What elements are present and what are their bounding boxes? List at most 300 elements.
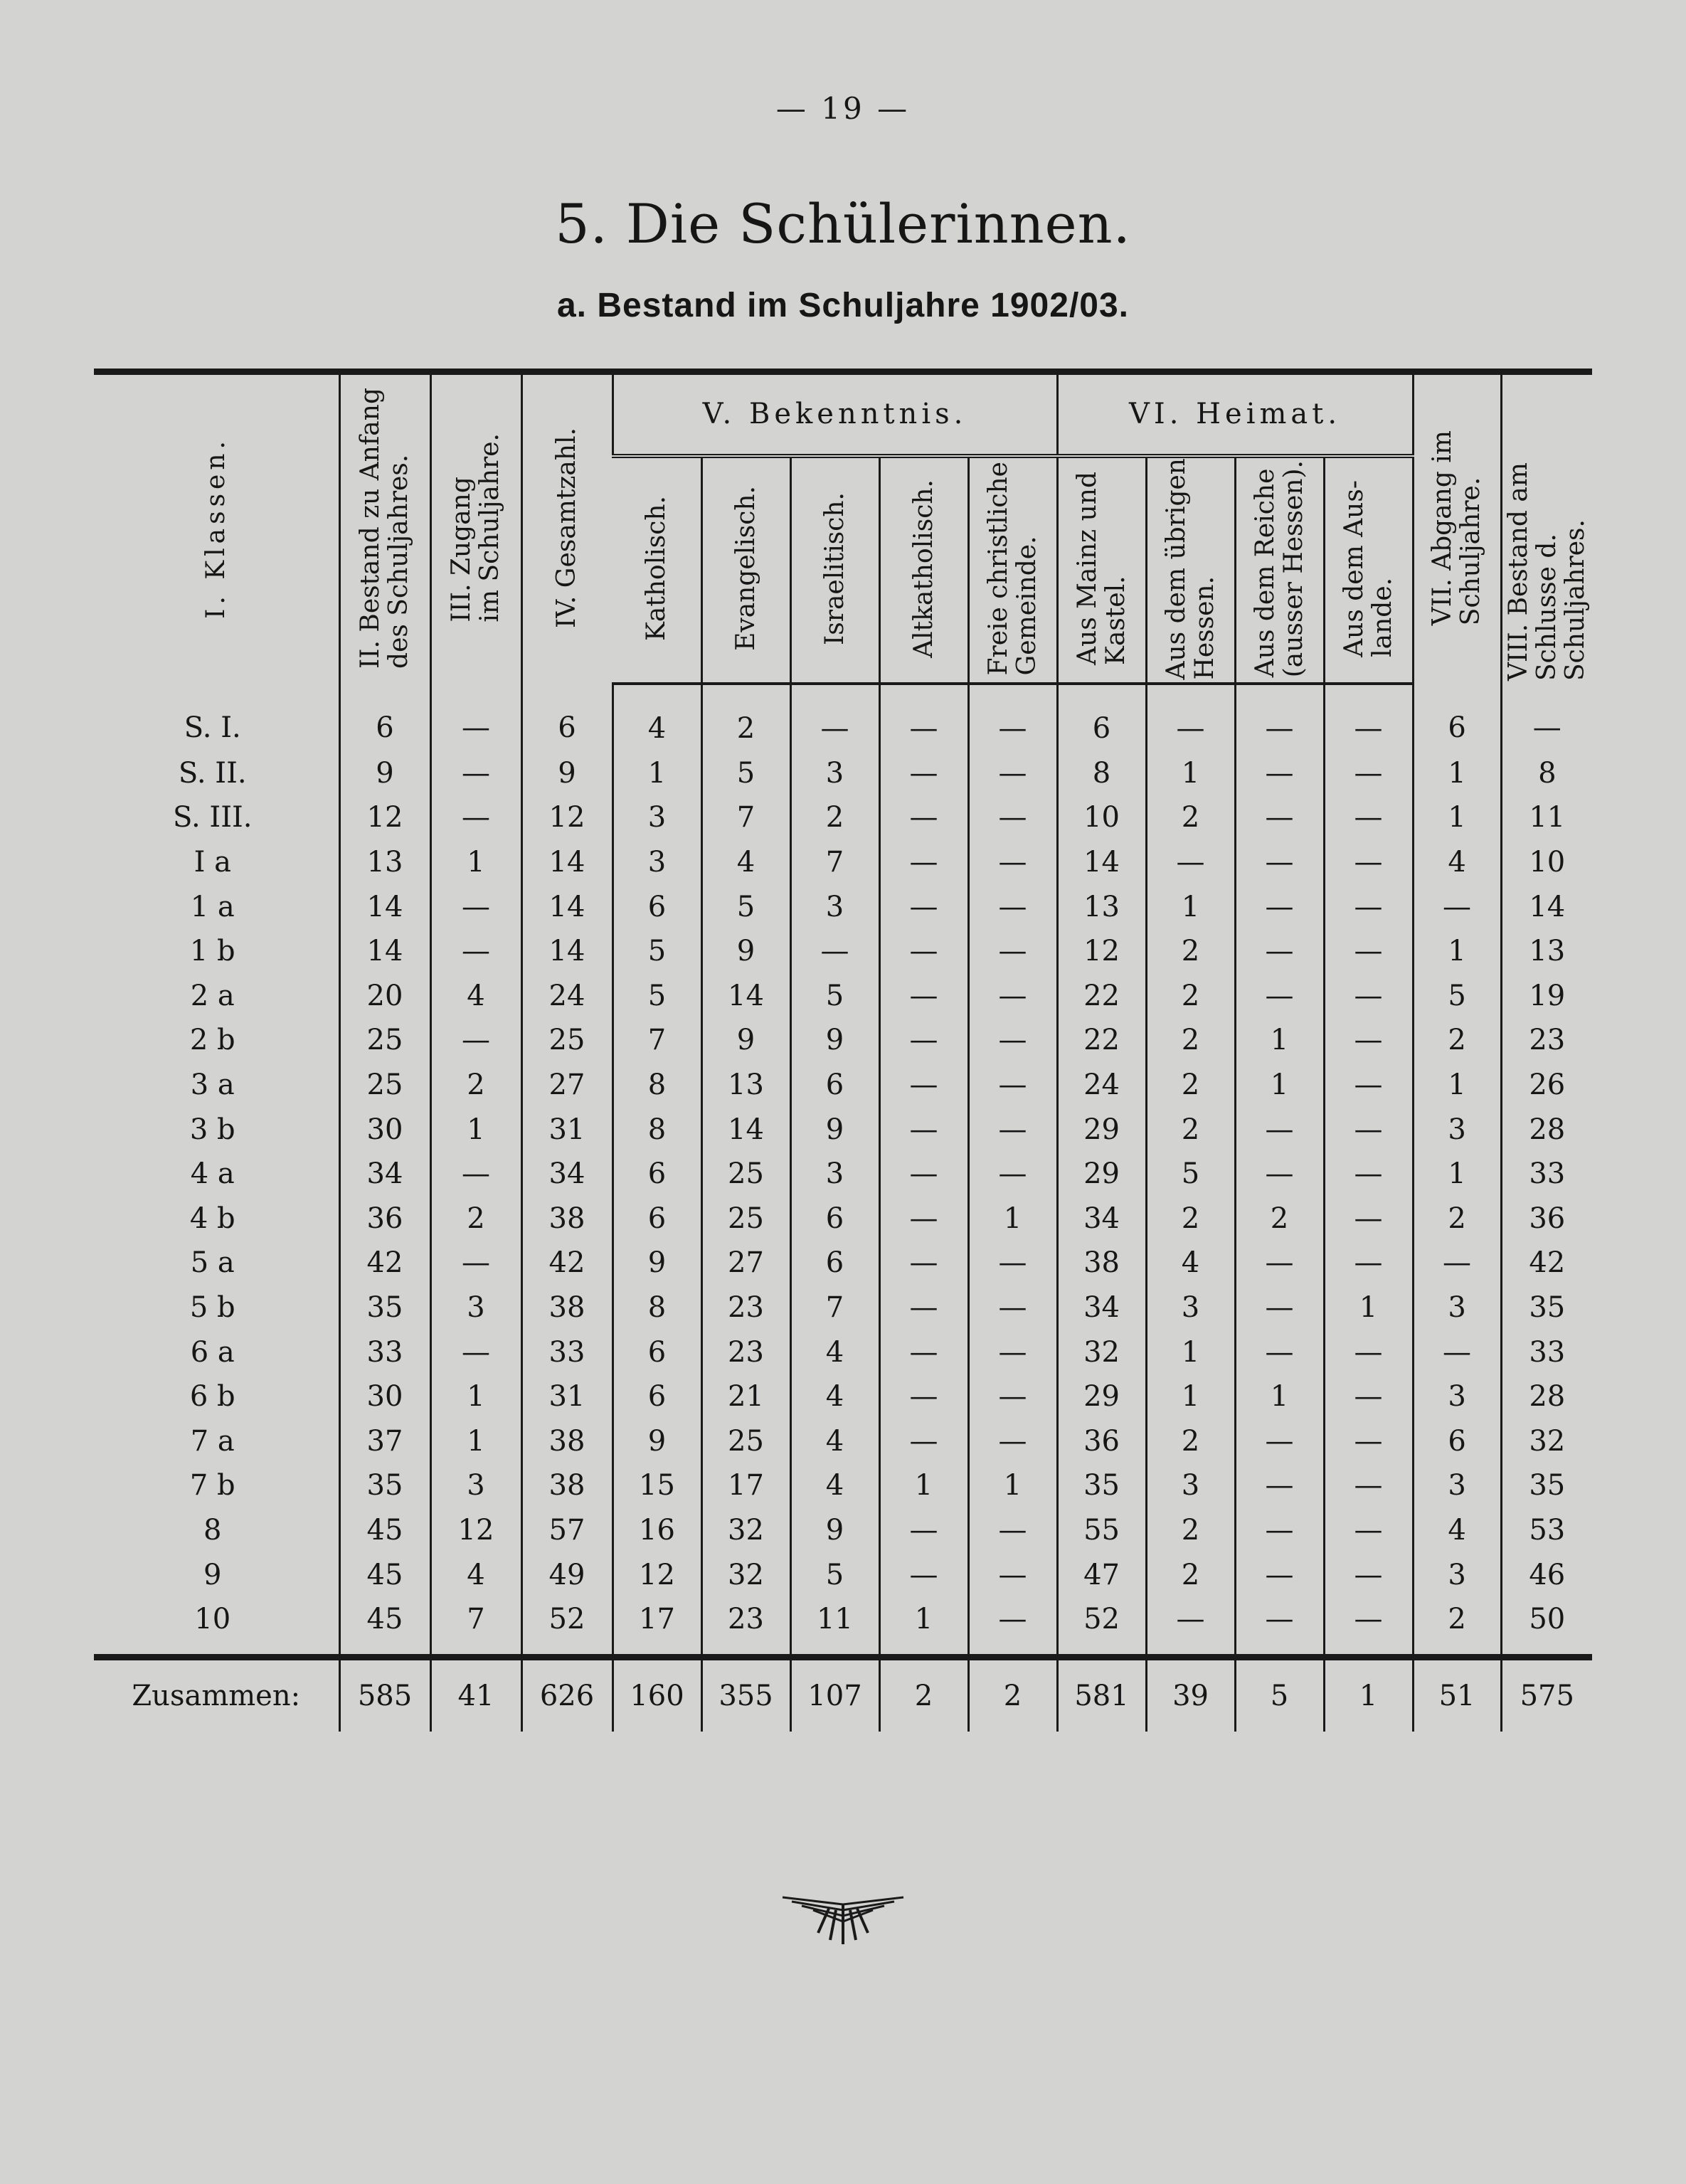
cell-ausland: — (1324, 1419, 1413, 1464)
cell-ausland: — (1324, 1018, 1413, 1063)
cell-altkatholisch: — (879, 1018, 968, 1063)
cell-altkatholisch: — (879, 751, 968, 796)
cell-hessen: — (1146, 684, 1235, 751)
cell-ausland: — (1324, 1063, 1413, 1108)
cell-bestand-schluss: 26 (1501, 1063, 1592, 1108)
cell-bestand-anfang: 25 (339, 1063, 430, 1108)
col-header-hessen: Aus dem übrigen Hessen. (1146, 456, 1235, 684)
section-title: 5. Die Schülerinnen. (555, 192, 1131, 255)
cell-mainz: 29 (1057, 1152, 1146, 1197)
cell-evangelisch: 13 (701, 1063, 790, 1108)
cell-altkatholisch: — (879, 1552, 968, 1597)
table-row (94, 1508, 1592, 1553)
cell-altkatholisch: 1 (879, 1597, 968, 1658)
cell-evangelisch: 4 (701, 840, 790, 885)
col-header-bestand-schluss: VIII. Bestand am Schlusse d. Schuljahres. (1501, 372, 1592, 684)
cell-reiche: — (1235, 884, 1324, 929)
cell-reiche: — (1235, 1463, 1324, 1508)
table-row (94, 1241, 1592, 1286)
cell-evangelisch: 9 (701, 1018, 790, 1063)
cell-zugang: 4 (430, 974, 521, 1019)
cell-mainz: 47 (1057, 1552, 1146, 1597)
cell-hessen: 2 (1146, 929, 1235, 974)
cell-bestand-schluss: 42 (1501, 1241, 1592, 1286)
cell-bestand-schluss: — (1501, 684, 1592, 751)
cell-hessen: 3 (1146, 1463, 1235, 1508)
cell-abgang: 3 (1413, 1463, 1501, 1508)
cell-gesamtzahl: 34 (521, 1152, 613, 1197)
cell-evangelisch: 5 (701, 751, 790, 796)
cell-freie-gemeinde: — (968, 1597, 1057, 1658)
cell-evangelisch: 7 (701, 795, 790, 840)
cell-reiche: — (1235, 684, 1324, 751)
col-header-israelitisch: Israelitisch. (790, 456, 879, 684)
enrollment-table-container (94, 369, 1592, 1732)
cell-freie-gemeinde: — (968, 1419, 1057, 1464)
cell-hessen: 2 (1146, 1552, 1235, 1597)
cell-bestand-anfang: 20 (339, 974, 430, 1019)
cell-gesamtzahl: 33 (521, 1330, 613, 1374)
cell-zugang: 1 (430, 840, 521, 885)
cell-mainz: 35 (1057, 1463, 1146, 1508)
cell-klasse: 5 b (189, 1291, 235, 1325)
cell-ausland: — (1324, 1374, 1413, 1419)
cell-israelitisch: 3 (790, 1152, 879, 1197)
cell-katholisch: 6 (613, 1330, 701, 1374)
cell-ausland: — (1324, 1597, 1413, 1658)
cell-israelitisch: 3 (790, 751, 879, 796)
cell-altkatholisch: — (879, 1374, 968, 1419)
cell-mainz: 24 (1057, 1063, 1146, 1108)
cell-mainz: 22 (1057, 1018, 1146, 1063)
cell-reiche: 1 (1235, 1374, 1324, 1419)
col-header-katholisch: Katholisch. (613, 456, 701, 684)
table-row (94, 1018, 1592, 1063)
cell-bestand-anfang: 45 (339, 1552, 430, 1597)
cell-katholisch: 6 (613, 1152, 701, 1197)
cell-bestand-schluss: 11 (1501, 795, 1592, 840)
cell-abgang: 3 (1413, 1107, 1501, 1152)
cell-klasse: 7 b (189, 1469, 235, 1502)
cell-israelitisch: 9 (790, 1508, 879, 1553)
cell-bestand-anfang: 14 (339, 884, 430, 929)
cell-klasse: 5 a (190, 1246, 235, 1280)
cell-abgang: 6 (1413, 684, 1501, 751)
cell-reiche: — (1235, 795, 1324, 840)
total-mainz: 581 (1057, 1658, 1146, 1732)
cell-katholisch: 7 (613, 1018, 701, 1063)
cell-evangelisch: 27 (701, 1241, 790, 1286)
cell-freie-gemeinde: — (968, 751, 1057, 796)
cell-ausland: — (1324, 795, 1413, 840)
cell-israelitisch: 6 (790, 1241, 879, 1286)
cell-zugang: — (430, 1018, 521, 1063)
cell-mainz: 13 (1057, 884, 1146, 929)
cell-bestand-schluss: 23 (1501, 1018, 1592, 1063)
cell-evangelisch: 32 (701, 1552, 790, 1597)
cell-katholisch: 6 (613, 1197, 701, 1241)
cell-zugang: 3 (430, 1463, 521, 1508)
cell-bestand-anfang: 37 (339, 1419, 430, 1464)
cell-freie-gemeinde: — (968, 684, 1057, 751)
cell-altkatholisch: — (879, 1107, 968, 1152)
cell-gesamtzahl: 49 (521, 1552, 613, 1597)
cell-evangelisch: 9 (701, 929, 790, 974)
cell-reiche: — (1235, 1419, 1324, 1464)
cell-ausland: — (1324, 1330, 1413, 1374)
cell-israelitisch: 7 (790, 1286, 879, 1330)
cell-evangelisch: 2 (701, 684, 790, 751)
table-row (94, 684, 1592, 751)
cell-altkatholisch: — (879, 1241, 968, 1286)
cell-bestand-anfang: 9 (339, 751, 430, 796)
cell-freie-gemeinde: — (968, 1241, 1057, 1286)
cell-abgang: — (1413, 1241, 1501, 1286)
cell-katholisch: 6 (613, 1374, 701, 1419)
cell-reiche: — (1235, 974, 1324, 1019)
cell-bestand-schluss: 14 (1501, 884, 1592, 929)
cell-abgang: 2 (1413, 1597, 1501, 1658)
cell-altkatholisch: — (879, 1152, 968, 1197)
cell-freie-gemeinde: — (968, 1552, 1057, 1597)
cell-bestand-schluss: 36 (1501, 1197, 1592, 1241)
total-bestand-anfang: 585 (339, 1658, 430, 1732)
totals-label: Zusammen: (94, 1658, 339, 1732)
cell-zugang: — (430, 884, 521, 929)
cell-mainz: 34 (1057, 1197, 1146, 1241)
cell-abgang: 1 (1413, 795, 1501, 840)
cell-gesamtzahl: 52 (521, 1597, 613, 1658)
cell-bestand-schluss: 13 (1501, 929, 1592, 974)
cell-zugang: — (430, 795, 521, 840)
cell-bestand-schluss: 10 (1501, 840, 1592, 885)
cell-bestand-schluss: 53 (1501, 1508, 1592, 1553)
total-reiche: 5 (1235, 1658, 1324, 1732)
cell-bestand-schluss: 32 (1501, 1419, 1592, 1464)
cell-bestand-anfang: 36 (339, 1197, 430, 1241)
cell-bestand-anfang: 45 (339, 1597, 430, 1658)
cell-abgang: 2 (1413, 1018, 1501, 1063)
cell-altkatholisch: — (879, 1419, 968, 1464)
cell-ausland: — (1324, 684, 1413, 751)
cell-evangelisch: 14 (701, 1107, 790, 1152)
cell-israelitisch: 4 (790, 1330, 879, 1374)
cell-abgang: 3 (1413, 1552, 1501, 1597)
table-row (94, 974, 1592, 1019)
cell-mainz: 36 (1057, 1419, 1146, 1464)
cell-altkatholisch: — (879, 1330, 968, 1374)
cell-altkatholisch: — (879, 840, 968, 885)
cell-freie-gemeinde: — (968, 1063, 1057, 1108)
cell-reiche: — (1235, 751, 1324, 796)
cell-reiche: 2 (1235, 1197, 1324, 1241)
cell-gesamtzahl: 31 (521, 1374, 613, 1419)
cell-klasse: 10 (194, 1603, 231, 1636)
group-header-bekenntnis: V. Bekenntnis. (613, 372, 1057, 456)
total-abgang: 51 (1413, 1658, 1501, 1732)
cell-katholisch: 3 (613, 795, 701, 840)
cell-bestand-anfang: 35 (339, 1463, 430, 1508)
cell-bestand-anfang: 34 (339, 1152, 430, 1197)
table-row (94, 1419, 1592, 1464)
cell-bestand-anfang: 25 (339, 1018, 430, 1063)
cell-israelitisch: 5 (790, 1552, 879, 1597)
cell-bestand-schluss: 33 (1501, 1330, 1592, 1374)
cell-bestand-anfang: 30 (339, 1374, 430, 1419)
cell-ausland: — (1324, 974, 1413, 1019)
total-zugang: 41 (430, 1658, 521, 1732)
cell-klasse: 4 a (190, 1157, 235, 1191)
cell-ausland: — (1324, 1241, 1413, 1286)
cell-ausland: — (1324, 1197, 1413, 1241)
totals-row (94, 1658, 1592, 1732)
cell-abgang: 4 (1413, 1508, 1501, 1553)
table-subtitle: a. Bestand im Schuljahre 1902/03. (556, 287, 1130, 324)
cell-altkatholisch: — (879, 1286, 968, 1330)
cell-klasse: 3 b (189, 1113, 235, 1146)
cell-evangelisch: 32 (701, 1508, 790, 1553)
total-altkatholisch: 2 (879, 1658, 968, 1732)
cell-freie-gemeinde: — (968, 1107, 1057, 1152)
cell-hessen: — (1146, 1597, 1235, 1658)
cell-katholisch: 1 (613, 751, 701, 796)
cell-zugang: — (430, 929, 521, 974)
cell-gesamtzahl: 14 (521, 884, 613, 929)
ornament-icon (779, 1889, 907, 1946)
cell-klasse: 6 a (190, 1335, 235, 1369)
cell-gesamtzahl: 24 (521, 974, 613, 1019)
cell-evangelisch: 23 (701, 1286, 790, 1330)
cell-altkatholisch: — (879, 884, 968, 929)
cell-reiche: — (1235, 1286, 1324, 1330)
cell-zugang: 1 (430, 1107, 521, 1152)
cell-gesamtzahl: 14 (521, 929, 613, 974)
cell-bestand-anfang: 13 (339, 840, 430, 885)
cell-katholisch: 15 (613, 1463, 701, 1508)
cell-zugang: — (430, 1330, 521, 1374)
cell-israelitisch: 2 (790, 795, 879, 840)
cell-abgang: 4 (1413, 840, 1501, 885)
cell-bestand-schluss: 50 (1501, 1597, 1592, 1658)
cell-katholisch: 9 (613, 1241, 701, 1286)
cell-freie-gemeinde: — (968, 1330, 1057, 1374)
table-row (94, 751, 1592, 796)
cell-evangelisch: 17 (701, 1463, 790, 1508)
total-katholisch: 160 (613, 1658, 701, 1732)
cell-abgang: 5 (1413, 974, 1501, 1019)
cell-evangelisch: 23 (701, 1597, 790, 1658)
cell-zugang: 12 (430, 1508, 521, 1553)
cell-mainz: 8 (1057, 751, 1146, 796)
cell-gesamtzahl: 38 (521, 1197, 613, 1241)
cell-klasse: 2 b (189, 1024, 235, 1057)
table-row (94, 795, 1592, 840)
cell-bestand-anfang: 45 (339, 1508, 430, 1553)
cell-israelitisch: 11 (790, 1597, 879, 1658)
cell-mainz: 22 (1057, 974, 1146, 1019)
cell-katholisch: 4 (613, 684, 701, 751)
cell-ausland: 1 (1324, 1286, 1413, 1330)
cell-klasse: 7 a (190, 1424, 235, 1458)
cell-israelitisch: 7 (790, 840, 879, 885)
cell-gesamtzahl: 9 (521, 751, 613, 796)
cell-bestand-anfang: 12 (339, 795, 430, 840)
table-row (94, 1330, 1592, 1374)
cell-freie-gemeinde: 1 (968, 1463, 1057, 1508)
cell-hessen: 1 (1146, 1330, 1235, 1374)
cell-reiche: 1 (1235, 1063, 1324, 1108)
cell-ausland: — (1324, 1463, 1413, 1508)
cell-bestand-schluss: 28 (1501, 1374, 1592, 1419)
cell-hessen: 2 (1146, 1419, 1235, 1464)
total-freie-gemeinde: 2 (968, 1658, 1057, 1732)
cell-abgang: — (1413, 884, 1501, 929)
cell-evangelisch: 5 (701, 884, 790, 929)
cell-zugang: 1 (430, 1374, 521, 1419)
cell-ausland: — (1324, 1552, 1413, 1597)
cell-evangelisch: 25 (701, 1152, 790, 1197)
cell-freie-gemeinde: — (968, 1374, 1057, 1419)
total-evangelisch: 355 (701, 1658, 790, 1732)
cell-gesamtzahl: 31 (521, 1107, 613, 1152)
total-bestand-schluss: 575 (1501, 1658, 1592, 1732)
cell-klasse: S. I. (184, 711, 241, 745)
cell-israelitisch: 4 (790, 1463, 879, 1508)
cell-abgang: 6 (1413, 1419, 1501, 1464)
col-header-evangelisch: Evangelisch. (701, 456, 790, 684)
cell-reiche: — (1235, 1597, 1324, 1658)
cell-gesamtzahl: 38 (521, 1463, 613, 1508)
col-header-klassen: I. Klassen. (94, 372, 339, 684)
cell-ausland: — (1324, 929, 1413, 974)
cell-zugang: 2 (430, 1197, 521, 1241)
cell-gesamtzahl: 38 (521, 1286, 613, 1330)
cell-altkatholisch: — (879, 684, 968, 751)
cell-bestand-schluss: 19 (1501, 974, 1592, 1019)
cell-abgang: 2 (1413, 1197, 1501, 1241)
cell-klasse: 1 b (189, 935, 235, 968)
cell-altkatholisch: — (879, 1197, 968, 1241)
table-row (94, 1463, 1592, 1508)
cell-zugang: 7 (430, 1597, 521, 1658)
cell-altkatholisch: — (879, 1063, 968, 1108)
cell-klasse: I a (193, 846, 231, 879)
cell-gesamtzahl: 14 (521, 840, 613, 885)
cell-hessen: 2 (1146, 795, 1235, 840)
cell-ausland: — (1324, 884, 1413, 929)
cell-katholisch: 16 (613, 1508, 701, 1553)
cell-freie-gemeinde: — (968, 1508, 1057, 1553)
cell-hessen: 4 (1146, 1241, 1235, 1286)
cell-freie-gemeinde: — (968, 1152, 1057, 1197)
cell-klasse: S. II. (178, 756, 247, 790)
cell-evangelisch: 25 (701, 1419, 790, 1464)
cell-israelitisch: 9 (790, 1018, 879, 1063)
cell-israelitisch: — (790, 684, 879, 751)
cell-abgang: 3 (1413, 1374, 1501, 1419)
cell-klasse: 6 b (189, 1380, 235, 1414)
cell-klasse: 8 (203, 1513, 222, 1547)
cell-freie-gemeinde: — (968, 974, 1057, 1019)
table-row (94, 1063, 1592, 1108)
cell-katholisch: 17 (613, 1597, 701, 1658)
enrollment-table (94, 369, 1592, 1732)
cell-evangelisch: 25 (701, 1197, 790, 1241)
cell-israelitisch: 5 (790, 974, 879, 1019)
cell-hessen: 2 (1146, 1018, 1235, 1063)
cell-katholisch: 9 (613, 1419, 701, 1464)
cell-abgang: — (1413, 1330, 1501, 1374)
cell-altkatholisch: 1 (879, 1463, 968, 1508)
cell-israelitisch: — (790, 929, 879, 974)
cell-zugang: — (430, 684, 521, 751)
cell-altkatholisch: — (879, 1508, 968, 1553)
cell-klasse: 4 b (189, 1202, 235, 1235)
col-header-gesamtzahl: IV. Gesamtzahl. (521, 372, 613, 684)
cell-bestand-schluss: 35 (1501, 1463, 1592, 1508)
page-number: — 19 — (775, 91, 911, 126)
cell-mainz: 6 (1057, 684, 1146, 751)
cell-freie-gemeinde: — (968, 795, 1057, 840)
group-header-heimat: VI. Heimat. (1057, 372, 1413, 456)
cell-abgang: 1 (1413, 1152, 1501, 1197)
cell-gesamtzahl: 25 (521, 1018, 613, 1063)
cell-zugang: 4 (430, 1552, 521, 1597)
cell-gesamtzahl: 27 (521, 1063, 613, 1108)
cell-reiche: — (1235, 840, 1324, 885)
cell-mainz: 38 (1057, 1241, 1146, 1286)
table-row (94, 1286, 1592, 1330)
cell-katholisch: 8 (613, 1107, 701, 1152)
cell-bestand-anfang: 14 (339, 929, 430, 974)
cell-reiche: — (1235, 1552, 1324, 1597)
cell-katholisch: 8 (613, 1286, 701, 1330)
cell-reiche: — (1235, 1330, 1324, 1374)
col-header-reiche: Aus dem Reiche (ausser Hessen). (1235, 456, 1324, 684)
cell-bestand-schluss: 33 (1501, 1152, 1592, 1197)
cell-katholisch: 3 (613, 840, 701, 885)
cell-freie-gemeinde: — (968, 929, 1057, 974)
table-row (94, 1197, 1592, 1241)
cell-freie-gemeinde: — (968, 884, 1057, 929)
cell-reiche: — (1235, 1152, 1324, 1197)
cell-katholisch: 5 (613, 929, 701, 974)
table-row (94, 1107, 1592, 1152)
cell-gesamtzahl: 6 (521, 684, 613, 751)
cell-hessen: 1 (1146, 751, 1235, 796)
cell-gesamtzahl: 38 (521, 1419, 613, 1464)
cell-ausland: — (1324, 751, 1413, 796)
cell-hessen: 2 (1146, 974, 1235, 1019)
cell-evangelisch: 21 (701, 1374, 790, 1419)
cell-klasse: 9 (203, 1558, 222, 1591)
cell-ausland: — (1324, 1107, 1413, 1152)
cell-zugang: — (430, 751, 521, 796)
cell-gesamtzahl: 57 (521, 1508, 613, 1553)
total-gesamtzahl: 626 (521, 1658, 613, 1732)
cell-hessen: 2 (1146, 1197, 1235, 1241)
cell-hessen: 5 (1146, 1152, 1235, 1197)
cell-israelitisch: 4 (790, 1374, 879, 1419)
cell-katholisch: 6 (613, 884, 701, 929)
col-header-mainz: Aus Mainz und Kastel. (1057, 456, 1146, 684)
cell-abgang: 1 (1413, 751, 1501, 796)
cell-freie-gemeinde: — (968, 1286, 1057, 1330)
col-header-freie-gemeinde: Freie christliche Gemeinde. (968, 456, 1057, 684)
cell-katholisch: 8 (613, 1063, 701, 1108)
cell-altkatholisch: — (879, 974, 968, 1019)
cell-mainz: 52 (1057, 1597, 1146, 1658)
